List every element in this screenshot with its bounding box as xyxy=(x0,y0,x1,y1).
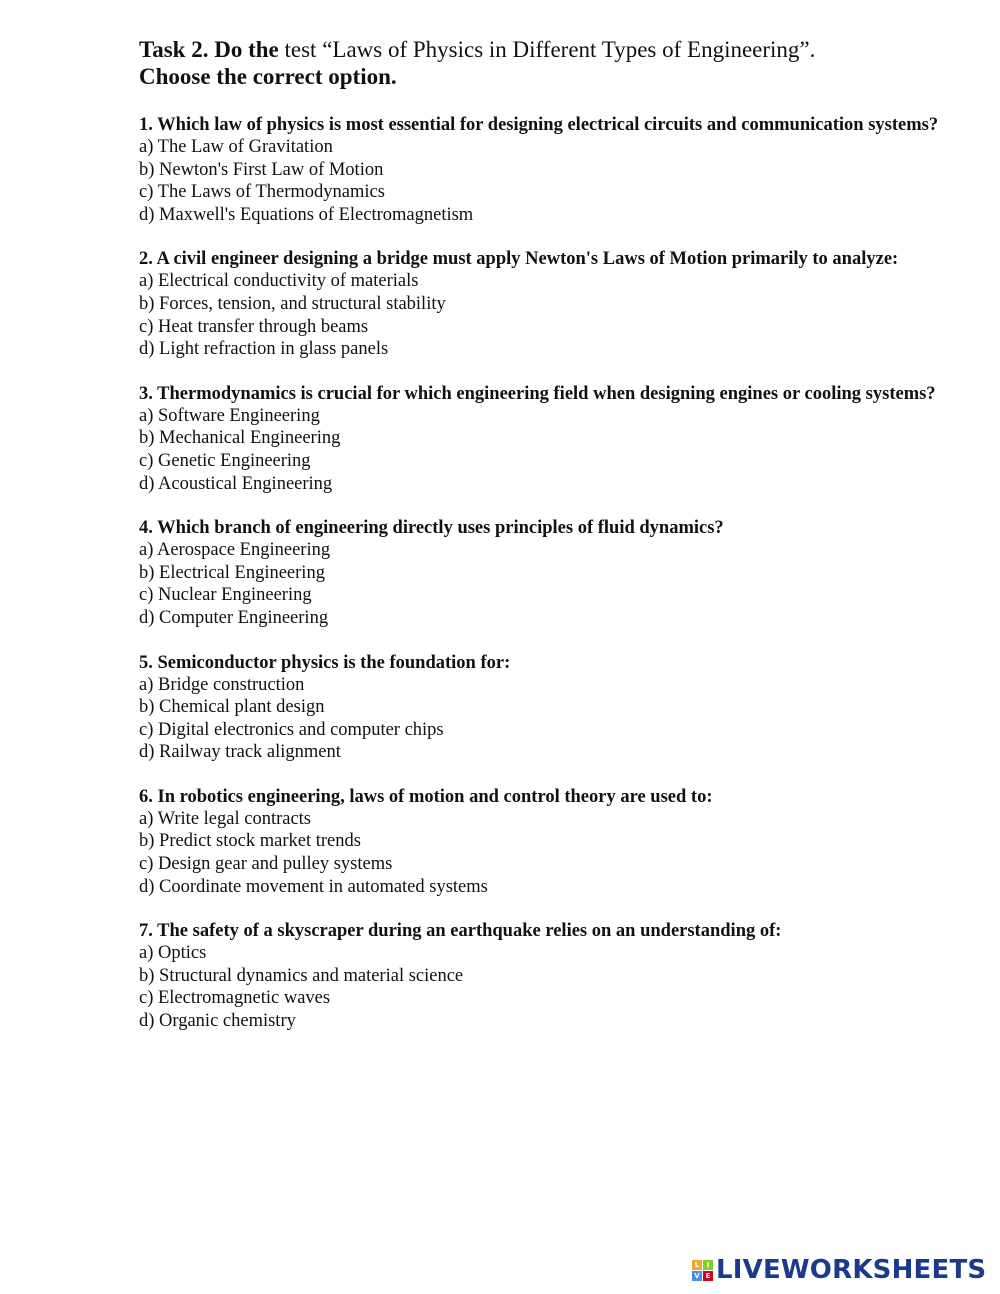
question-block xyxy=(139,248,939,360)
question-block xyxy=(139,517,939,629)
option-list xyxy=(139,942,939,1032)
liveworksheets-logo-text: LIVEWORKSHEETS xyxy=(716,1255,987,1285)
question-text: 6. In robotics engineering, laws of motion and control theory are used to: xyxy=(139,786,713,807)
question-text: 2. A civil engineer designing a bridge must apply Newton's Laws of Motion primarily to analyze: xyxy=(139,249,899,270)
task-title xyxy=(139,36,939,63)
answer-option[interactable]: c) Genetic Engineering xyxy=(139,450,311,471)
option-list xyxy=(139,270,939,360)
question-block xyxy=(139,114,939,226)
question-block xyxy=(139,383,939,495)
question-text: 5. Semiconductor physics is the foundation for: xyxy=(139,652,511,673)
question-text: 7. The safety of a skyscraper during an earthquake relies on an understanding of: xyxy=(139,921,782,942)
answer-option[interactable]: b) Forces, tension, and structural stability xyxy=(139,293,446,314)
answer-option[interactable]: a) Electrical conductivity of materials xyxy=(139,271,419,292)
answer-option[interactable]: b) Chemical plant design xyxy=(139,697,325,718)
answer-option[interactable]: c) Heat transfer through beams xyxy=(139,316,369,337)
option-list xyxy=(139,539,939,629)
logo-icon-tile: V xyxy=(692,1271,702,1281)
answer-option[interactable]: b) Predict stock market trends xyxy=(139,831,361,852)
task-instruction: Choose the correct option. xyxy=(139,64,397,89)
answer-option[interactable]: a) Aerospace Engineering xyxy=(139,540,331,561)
task-title-normal: test “Laws of Physics in Different Types of Engineering”. xyxy=(278,37,816,62)
option-list xyxy=(139,136,939,226)
answer-option[interactable]: b) Mechanical Engineering xyxy=(139,428,341,449)
answer-option[interactable]: d) Computer Engineering xyxy=(139,607,329,628)
answer-option[interactable]: b) Electrical Engineering xyxy=(139,562,325,583)
answer-option[interactable]: a) Bridge construction xyxy=(139,674,305,695)
option-list xyxy=(139,674,939,764)
question-list xyxy=(139,114,939,1033)
logo-icon-tile: L xyxy=(692,1260,702,1270)
answer-option[interactable]: c) Electromagnetic waves xyxy=(139,988,331,1009)
question-block xyxy=(139,920,939,1032)
option-list xyxy=(139,405,939,495)
question-block xyxy=(139,652,939,764)
option-list xyxy=(139,808,939,898)
answer-option[interactable]: a) Write legal contracts xyxy=(139,808,312,829)
answer-option[interactable]: c) Digital electronics and computer chips xyxy=(139,719,444,740)
answer-option[interactable]: a) Software Engineering xyxy=(139,405,320,426)
question-text: 1. Which law of physics is most essential for designing electrical circuits and communication systems? xyxy=(139,115,939,135)
answer-option[interactable]: c) The Laws of Thermodynamics xyxy=(139,182,385,203)
answer-option[interactable]: c) Design gear and pulley systems xyxy=(139,854,393,875)
answer-option[interactable]: d) Organic chemistry xyxy=(139,1011,296,1032)
answer-option[interactable]: d) Light refraction in glass panels xyxy=(139,339,389,360)
task-title-bold: Task 2. Do the xyxy=(139,37,279,62)
task-header xyxy=(139,36,939,90)
answer-option[interactable]: b) Structural dynamics and material science xyxy=(139,965,464,986)
question-text: 3. Thermodynamics is crucial for which engineering field when designing engines or cooling systems? xyxy=(139,383,936,404)
answer-option[interactable]: c) Nuclear Engineering xyxy=(139,585,312,606)
liveworksheets-logo-icon xyxy=(692,1260,713,1281)
answer-option[interactable]: d) Maxwell's Equations of Electromagnetism xyxy=(139,204,474,225)
liveworksheets-logo xyxy=(692,1254,992,1286)
answer-option[interactable]: d) Coordinate movement in automated systems xyxy=(139,876,488,897)
worksheet-page xyxy=(139,36,939,1055)
answer-option[interactable]: b) Newton's First Law of Motion xyxy=(139,159,384,180)
question-text: 4. Which branch of engineering directly uses principles of fluid dynamics? xyxy=(139,518,724,539)
answer-option[interactable]: a) The Law of Gravitation xyxy=(139,137,333,157)
logo-icon-tile: I xyxy=(703,1260,713,1270)
answer-option[interactable]: a) Optics xyxy=(139,943,207,964)
answer-option[interactable]: d) Railway track alignment xyxy=(139,742,341,763)
logo-icon-tile: E xyxy=(703,1271,713,1281)
answer-option[interactable]: d) Acoustical Engineering xyxy=(139,473,333,494)
question-block xyxy=(139,786,939,898)
